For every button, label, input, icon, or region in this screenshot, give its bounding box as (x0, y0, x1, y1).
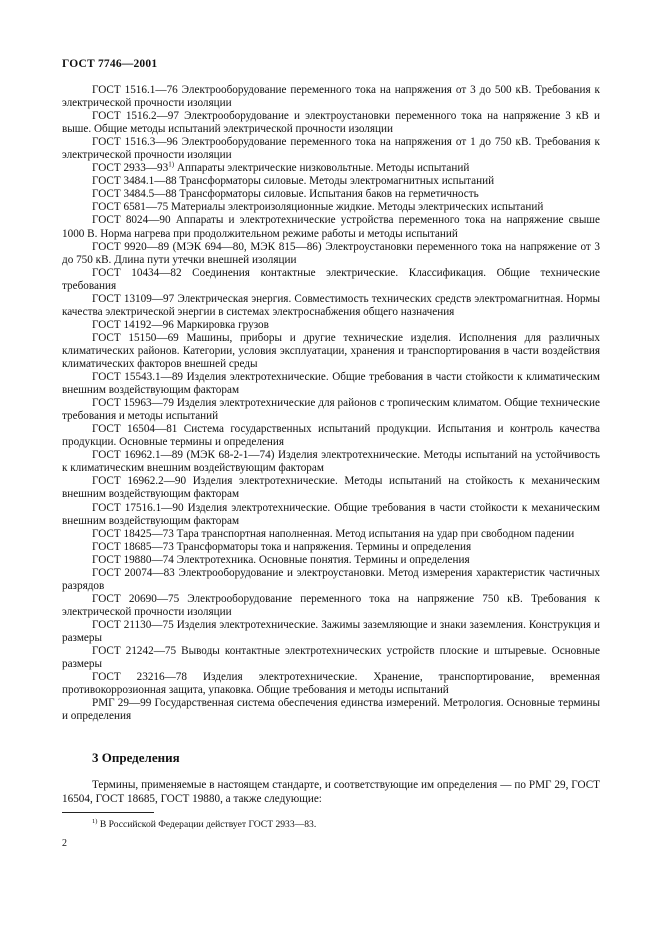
footnote-marker: 1) (92, 818, 98, 825)
page-number: 2 (62, 838, 67, 849)
reference-item: ГОСТ 20690—75 Электрооборудование переменного тока на напряжение 750 кВ. Требования к электрической прочности изоляции (62, 592, 600, 618)
reference-item: ГОСТ 20074—83 Электрооборудование и электроустановки. Метод измерения характеристик частичных разрядов (62, 566, 600, 592)
reference-item: ГОСТ 16504—81 Система государственных испытаний продукции. Испытания и контроль качества продукции. Основные термины и определения (62, 423, 600, 449)
reference-item: ГОСТ 10434—82 Соединения контактные электрические. Классификация. Общие технические требования (62, 266, 600, 292)
reference-item: ГОСТ 17516.1—90 Изделия электротехнические. Общие требования в части стойкости к механическим внешним воздействующим факторам (62, 501, 600, 527)
reference-item: ГОСТ 1516.3—96 Электрооборудование переменного тока на напряжения от 1 до 750 кВ. Требования к электрической прочности изоляции (62, 136, 600, 162)
reference-item: ГОСТ 8024—90 Аппараты и электротехнические устройства переменного тока на напряжение свыше 1000 В. Норма нагрева при продолжительном режиме работы и методы испытаний (62, 214, 600, 240)
footnote (92, 818, 316, 830)
reference-item: ГОСТ 23216—78 Изделия электротехнические. Хранение, транспортирование, временная противокоррозионная защита, упаковка. Общие требования и методы испытаний (62, 671, 600, 697)
reference-item: ГОСТ 18685—73 Трансформаторы тока и напряжения. Термины и определения (92, 540, 472, 553)
reference-item: ГОСТ 2933—93$^{1)}$ Аппараты электрические низковольтные. Методы испытаний (92, 160, 470, 175)
reference-item: ГОСТ 9920—89 (МЭК 694—80, МЭК 815—86) Электроустановки переменного тока на напряжение от 3 до 750 кВ. Длина пути утечки внешней изоляции (62, 240, 600, 266)
reference-item: ГОСТ 21130—75 Изделия электротехнические. Зажимы заземляющие и знаки заземления. Конструкция и размеры (62, 618, 600, 644)
reference-item: ГОСТ 1516.2—97 Электрооборудование и электроустановки переменного тока на напряжение 3 кВ и выше. Общие методы испытаний электрической прочности изоляции (62, 110, 600, 136)
references-list (62, 84, 600, 723)
reference-item: ГОСТ 18425—73 Тара транспортная наполненная. Метод испытания на удар при свободном падении (92, 527, 575, 540)
reference-item: ГОСТ 15543.1—89 Изделия электротехнические. Общие требования в части стойкости к климатическим внешним воздействующим факторам (62, 371, 600, 397)
reference-item: ГОСТ 3484.1—88 Трансформаторы силовые. Методы электромагнитных испытаний (92, 175, 495, 188)
reference-item: ГОСТ 3484.5—88 Трансформаторы силовые. Испытания баков на герметичность (92, 188, 479, 201)
reference-item: ГОСТ 14192—96 Маркировка грузов (92, 318, 269, 331)
reference-item: ГОСТ 15150—69 Машины, приборы и другие технические изделия. Исполнения для различных климатических районов. Категории, условия эксплуатации, хранения и транспортирования в части воздействия климатических факторов внешней среды (62, 331, 600, 370)
reference-item: ГОСТ 21242—75 Выводы контактные электротехнических устройств плоские и штыревые. Основные размеры (62, 645, 600, 671)
reference-item: ГОСТ 16962.1—89 (МЭК 68-2-1—74) Изделия электротехнические. Методы испытаний на устойчивость к климатическим внешним воздействующим факторам (62, 449, 600, 475)
reference-item: ГОСТ 1516.1—76 Электрооборудование переменного тока на напряжения от 3 до 500 кВ. Требования к электрической прочности изоляции (62, 84, 600, 110)
reference-item: ГОСТ 6581—75 Материалы электроизоляционные жидкие. Методы электрических испытаний (92, 201, 544, 214)
reference-item: ГОСТ 19880—74 Электротехника. Основные понятия. Термины и определения (92, 553, 470, 566)
document-header: ГОСТ 7746—2001 (62, 58, 158, 70)
footnote-marker: 1) (168, 160, 175, 169)
footnote-text: В Российской Федерации действует ГОСТ 2933—83. (97, 819, 317, 831)
reference-item: ГОСТ 13109—97 Электрическая энергия. Совместимость технических средств электромагнитная. Нормы качества электрической энергии в системах электроснабжения общего назначения (62, 292, 600, 318)
reference-item: РМГ 29—99 Государственная система обеспечения единства измерений. Метрология. Основные термины и определения (62, 697, 600, 723)
footnote-divider (62, 812, 154, 813)
reference-item: ГОСТ 16962.2—90 Изделия электротехнические. Методы испытаний на стойкость к механическим внешним воздействующим факторам (62, 475, 600, 501)
section-heading: 3 Определения (92, 750, 180, 765)
section-paragraph: Термины, применяемые в настоящем стандарте, и соответствующие им определения — по РМГ 29, ГОСТ 16504, ГОСТ 18685, ГОСТ 19880, а также следующие: (62, 779, 600, 805)
reference-item: ГОСТ 15963—79 Изделия электротехнические для районов с тропическим климатом. Общие технические требования и методы испытаний (62, 397, 600, 423)
